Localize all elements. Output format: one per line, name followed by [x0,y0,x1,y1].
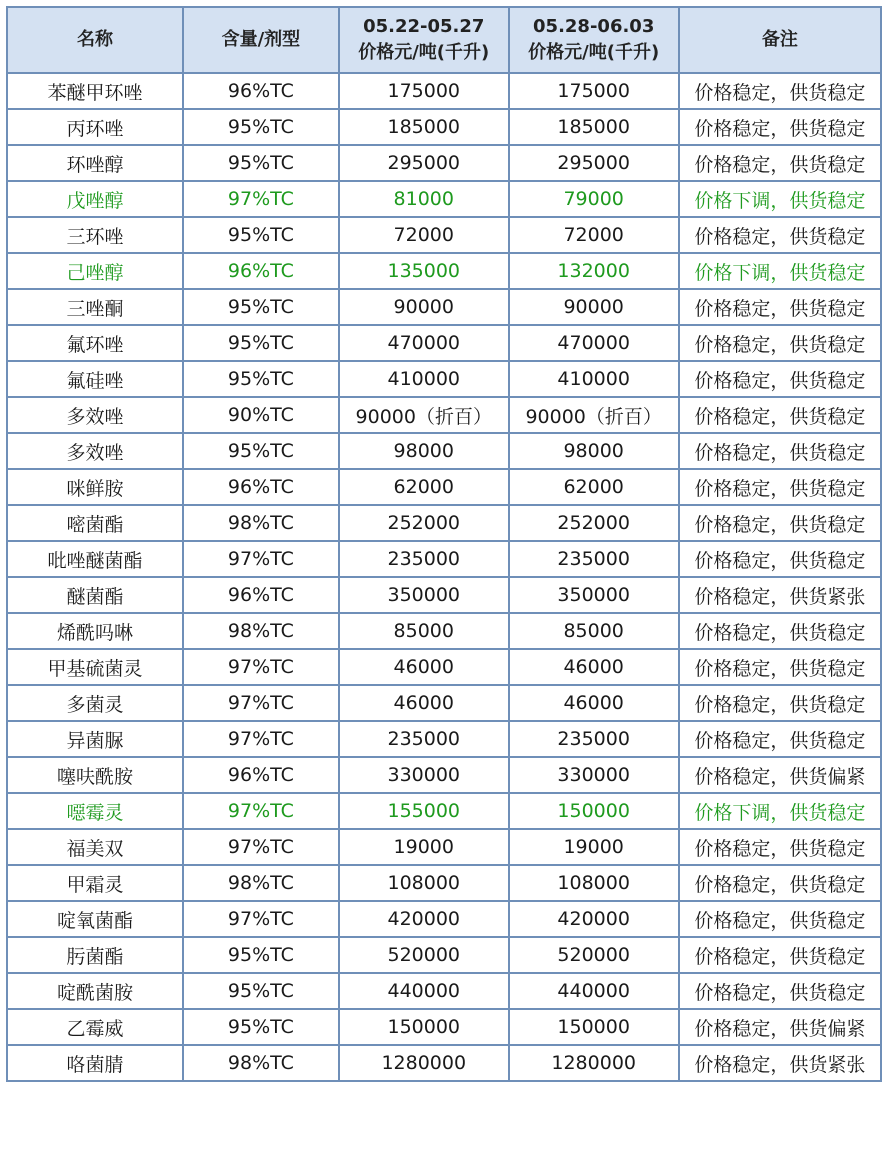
cell-price-period1: 98000 [339,433,509,469]
cell-spec: 96%TC [183,757,339,793]
cell-spec: 98%TC [183,865,339,901]
cell-price-period1: 410000 [339,361,509,397]
table-row [7,217,881,253]
cell-note: 价格稳定，供货稳定 [679,361,881,397]
price-table [6,6,882,1082]
cell-price-period2: 46000 [509,649,679,685]
cell-price-period1: 155000 [339,793,509,829]
cell-name: 异菌脲 [7,721,183,757]
cell-price-period2: 72000 [509,217,679,253]
cell-note: 价格稳定，供货稳定 [679,217,881,253]
cell-spec: 97%TC [183,829,339,865]
cell-price-period2: 440000 [509,973,679,1009]
cell-price-period2: 90000（折百） [509,397,679,433]
table-row [7,145,881,181]
table-row [7,865,881,901]
cell-price-period2: 90000 [509,289,679,325]
cell-name: 啶酰菌胺 [7,973,183,1009]
cell-note: 价格稳定，供货紧张 [679,577,881,613]
table-row [7,721,881,757]
cell-name: 戊唑醇 [7,181,183,217]
cell-name: 环唑醇 [7,145,183,181]
cell-name: 嘧菌酯 [7,505,183,541]
cell-price-period1: 185000 [339,109,509,145]
cell-spec: 97%TC [183,649,339,685]
cell-price-period1: 330000 [339,757,509,793]
cell-spec: 95%TC [183,217,339,253]
cell-note: 价格稳定，供货稳定 [679,865,881,901]
cell-spec: 97%TC [183,181,339,217]
cell-price-period1: 235000 [339,721,509,757]
cell-price-period1: 470000 [339,325,509,361]
table-row [7,109,881,145]
cell-name: 噻呋酰胺 [7,757,183,793]
table-row [7,73,881,109]
cell-price-period1: 46000 [339,685,509,721]
cell-price-period1: 62000 [339,469,509,505]
table-row [7,829,881,865]
table-row [7,577,881,613]
cell-spec: 96%TC [183,577,339,613]
cell-spec: 98%TC [183,613,339,649]
cell-price-period1: 175000 [339,73,509,109]
cell-note: 价格稳定，供货紧张 [679,1045,881,1081]
cell-note: 价格稳定，供货稳定 [679,397,881,433]
table-row [7,361,881,397]
table-row [7,433,881,469]
cell-spec: 97%TC [183,541,339,577]
cell-price-period1: 150000 [339,1009,509,1045]
cell-name: 多效唑 [7,433,183,469]
table-row [7,289,881,325]
cell-price-period2: 295000 [509,145,679,181]
cell-spec: 95%TC [183,145,339,181]
cell-spec: 98%TC [183,505,339,541]
cell-price-period2: 420000 [509,901,679,937]
cell-price-period2: 520000 [509,937,679,973]
cell-spec: 90%TC [183,397,339,433]
cell-name: 丙环唑 [7,109,183,145]
cell-price-period1: 108000 [339,865,509,901]
cell-spec: 95%TC [183,973,339,1009]
cell-name: 三唑酮 [7,289,183,325]
cell-note: 价格下调，供货稳定 [679,793,881,829]
header-note: 备注 [679,7,881,73]
cell-note: 价格稳定，供货稳定 [679,109,881,145]
cell-note: 价格稳定，供货稳定 [679,721,881,757]
cell-note: 价格稳定，供货稳定 [679,829,881,865]
cell-note: 价格稳定，供货稳定 [679,289,881,325]
cell-price-period2: 62000 [509,469,679,505]
cell-name: 己唑醇 [7,253,183,289]
cell-price-period1: 295000 [339,145,509,181]
header-row [7,7,881,73]
table-row [7,325,881,361]
cell-note: 价格稳定，供货稳定 [679,433,881,469]
cell-name: 甲基硫菌灵 [7,649,183,685]
cell-note: 价格稳定，供货稳定 [679,73,881,109]
cell-spec: 95%TC [183,289,339,325]
cell-price-period1: 72000 [339,217,509,253]
cell-name: 三环唑 [7,217,183,253]
cell-price-period1: 19000 [339,829,509,865]
cell-spec: 97%TC [183,901,339,937]
cell-spec: 95%TC [183,109,339,145]
cell-note: 价格稳定，供货稳定 [679,613,881,649]
cell-spec: 95%TC [183,325,339,361]
cell-price-period2: 79000 [509,181,679,217]
cell-note: 价格稳定，供货稳定 [679,505,881,541]
table-row [7,397,881,433]
cell-note: 价格稳定，供货稳定 [679,937,881,973]
cell-price-period1: 46000 [339,649,509,685]
cell-price-period1: 235000 [339,541,509,577]
table-row [7,541,881,577]
cell-price-period2: 98000 [509,433,679,469]
cell-price-period2: 235000 [509,541,679,577]
cell-name: 咯菌腈 [7,1045,183,1081]
cell-spec: 96%TC [183,469,339,505]
cell-price-period1: 135000 [339,253,509,289]
table-row [7,1009,881,1045]
cell-price-period1: 90000（折百） [339,397,509,433]
cell-name: 啶氧菌酯 [7,901,183,937]
cell-note: 价格稳定，供货稳定 [679,973,881,1009]
cell-price-period2: 85000 [509,613,679,649]
cell-name: 苯醚甲环唑 [7,73,183,109]
cell-spec: 95%TC [183,361,339,397]
cell-price-period2: 150000 [509,793,679,829]
cell-price-period2: 252000 [509,505,679,541]
cell-note: 价格下调，供货稳定 [679,181,881,217]
cell-note: 价格稳定，供货稳定 [679,469,881,505]
cell-spec: 95%TC [183,937,339,973]
cell-name: 氟硅唑 [7,361,183,397]
cell-price-period2: 185000 [509,109,679,145]
cell-price-period2: 46000 [509,685,679,721]
header-spec: 含量/剂型 [183,7,339,73]
cell-note: 价格稳定，供货稳定 [679,685,881,721]
cell-price-period2: 150000 [509,1009,679,1045]
table-row [7,253,881,289]
cell-note: 价格稳定，供货偏紧 [679,757,881,793]
cell-name: 甲霜灵 [7,865,183,901]
cell-name: 多菌灵 [7,685,183,721]
table-row [7,685,881,721]
cell-price-period2: 350000 [509,577,679,613]
cell-name: 氟环唑 [7,325,183,361]
cell-spec: 97%TC [183,793,339,829]
cell-name: 醚菌酯 [7,577,183,613]
cell-note: 价格稳定，供货稳定 [679,901,881,937]
header-period1 [339,7,509,73]
cell-note: 价格稳定，供货稳定 [679,325,881,361]
table-row [7,793,881,829]
cell-name: 吡唑醚菌酯 [7,541,183,577]
cell-price-period2: 410000 [509,361,679,397]
cell-price-period1: 90000 [339,289,509,325]
header-period2-unit: 价格元/吨(千升) [528,42,660,63]
table-row [7,505,881,541]
cell-name: 乙霉威 [7,1009,183,1045]
cell-spec: 95%TC [183,1009,339,1045]
cell-price-period1: 420000 [339,901,509,937]
cell-spec: 95%TC [183,433,339,469]
cell-name: 咪鲜胺 [7,469,183,505]
cell-note: 价格稳定，供货稳定 [679,649,881,685]
cell-note: 价格稳定，供货稳定 [679,541,881,577]
cell-note: 价格稳定，供货稳定 [679,145,881,181]
cell-spec: 98%TC [183,1045,339,1081]
cell-note: 价格稳定，供货偏紧 [679,1009,881,1045]
cell-name: 肟菌酯 [7,937,183,973]
header-period1-unit: 价格元/吨(千升) [358,42,490,63]
header-period1-dates: 05.22-05.27 [363,16,485,37]
cell-price-period2: 19000 [509,829,679,865]
table-row [7,1045,881,1081]
cell-price-period2: 175000 [509,73,679,109]
cell-price-period2: 1280000 [509,1045,679,1081]
cell-price-period1: 1280000 [339,1045,509,1081]
table-row [7,973,881,1009]
cell-spec: 97%TC [183,721,339,757]
cell-price-period2: 108000 [509,865,679,901]
cell-price-period1: 350000 [339,577,509,613]
cell-name: 烯酰吗啉 [7,613,183,649]
header-name: 名称 [7,7,183,73]
cell-price-period2: 470000 [509,325,679,361]
header-period2-dates: 05.28-06.03 [533,16,655,37]
cell-name: 噁霉灵 [7,793,183,829]
cell-spec: 97%TC [183,685,339,721]
cell-price-period2: 235000 [509,721,679,757]
cell-price-period1: 81000 [339,181,509,217]
table-row [7,613,881,649]
cell-price-period1: 252000 [339,505,509,541]
cell-price-period2: 330000 [509,757,679,793]
cell-price-period2: 132000 [509,253,679,289]
cell-spec: 96%TC [183,73,339,109]
cell-price-period1: 85000 [339,613,509,649]
table-row [7,181,881,217]
table-row [7,937,881,973]
header-period2 [509,7,679,73]
cell-note: 价格下调，供货稳定 [679,253,881,289]
cell-name: 福美双 [7,829,183,865]
table-row [7,757,881,793]
cell-price-period1: 440000 [339,973,509,1009]
table-body [7,73,881,1081]
table-row [7,469,881,505]
cell-spec: 96%TC [183,253,339,289]
table-row [7,649,881,685]
cell-name: 多效唑 [7,397,183,433]
cell-price-period1: 520000 [339,937,509,973]
table-row [7,901,881,937]
